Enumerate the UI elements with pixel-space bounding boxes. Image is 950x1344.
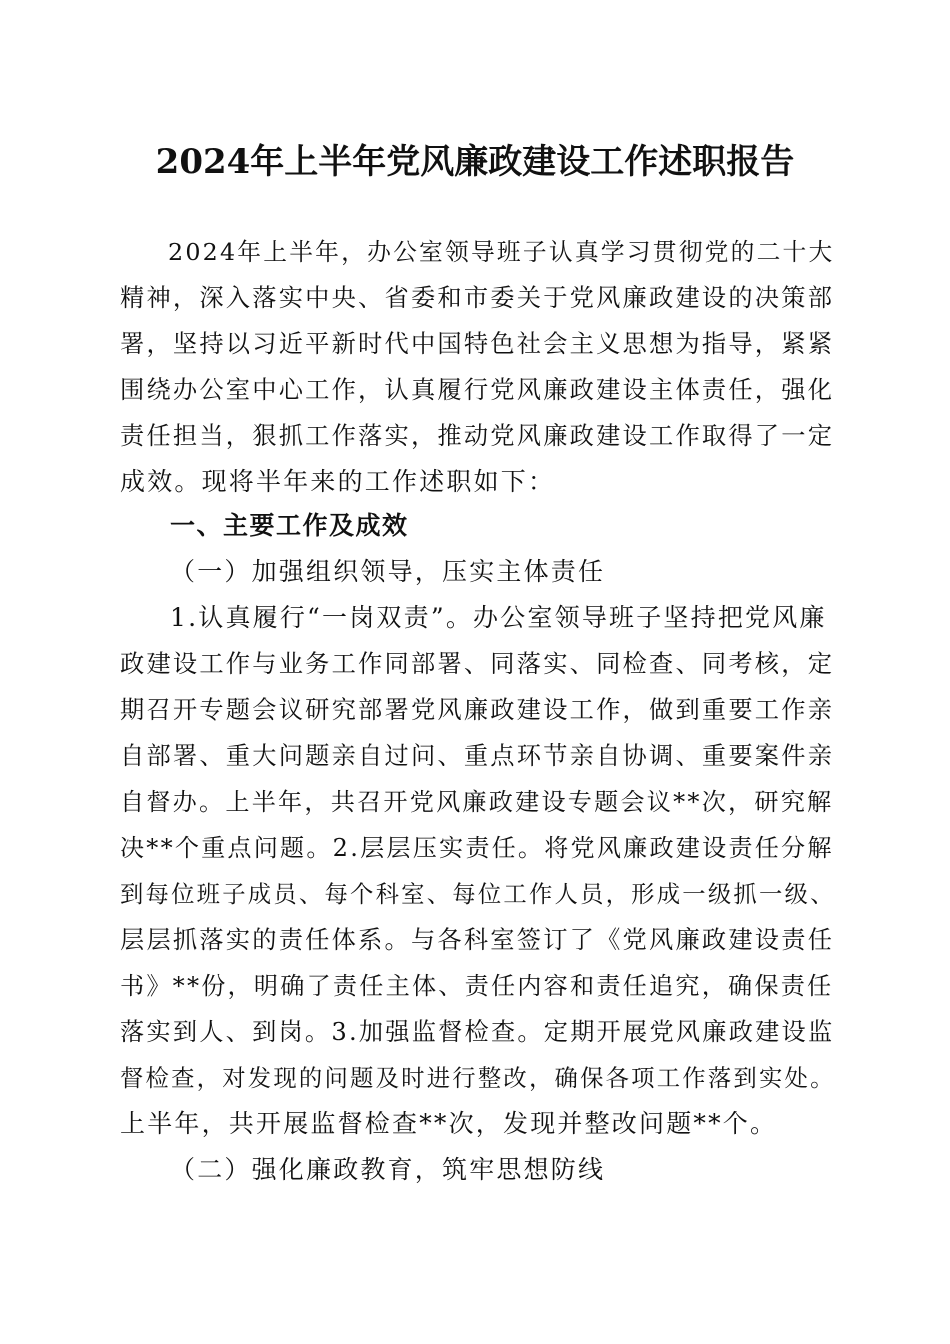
paragraph-line: 成效。现将半年来的工作述职如下： <box>120 467 556 496</box>
document-title: 2024年上半年党风廉政建设工作述职报告 <box>155 142 795 182</box>
subsection-heading: （一）加强组织领导，压实主体责任 <box>170 557 606 586</box>
paragraph-line: 围绕办公室中心工作，认真履行党风廉政建设主体责任，强化 <box>120 375 835 404</box>
paragraph-line: 责任担当，狠抓工作落实，推动党风廉政建设工作取得了一定 <box>120 421 835 450</box>
paragraph-line: 上半年，共开展监督检查**次，发现并整改问题**个。 <box>120 1109 778 1138</box>
paragraph-line: 决**个重点问题。2.层层压实责任。将党风廉政建设责任分解 <box>120 834 834 862</box>
paragraph-line: 落实到人、到岗。3.加强监督检查。定期开展党风廉政建设监 <box>120 1018 835 1046</box>
section-heading: 一、主要工作及成效 <box>170 511 409 540</box>
paragraph-line: 自督办。上半年，共召开党风廉政建设专题会议**次，研究解 <box>120 788 834 816</box>
paragraph-line: 精神，深入落实中央、省委和市委关于党风廉政建设的决策部 <box>120 283 835 312</box>
paragraph-line: 署，坚持以习近平新时代中国特色社会主义思想为指导，紧紧 <box>120 329 835 358</box>
paragraph-line: 2024年上半年，办公室领导班子认真学习贯彻党的二十大 <box>168 238 835 266</box>
paragraph-line: 1.认真履行“一岗双责”。办公室领导班子坚持把党风廉 <box>170 603 827 632</box>
subsection-heading: （二）强化廉政教育，筑牢思想防线 <box>170 1155 606 1184</box>
paragraph-line: 到每位班子成员、每个科室、每位工作人员，形成一级抓一级、 <box>120 880 836 908</box>
paragraph-line: 书》**份，明确了责任主体、责任内容和责任追究，确保责任 <box>120 972 834 1000</box>
paragraph-line: 期召开专题会议研究部署党风廉政建设工作，做到重要工作亲 <box>120 695 835 724</box>
paragraph-line: 层层抓落实的责任体系。与各科室签订了《党风廉政建设责任 <box>120 925 835 954</box>
paragraph-line: 自部署、重大问题亲自过问、重点环节亲自协调、重要案件亲 <box>120 741 835 770</box>
paragraph-line: 政建设工作与业务工作同部署、同落实、同检查、同考核，定 <box>120 649 835 678</box>
paragraph-line: 督检查，对发现的问题及时进行整改，确保各项工作落到实处。 <box>120 1064 836 1092</box>
